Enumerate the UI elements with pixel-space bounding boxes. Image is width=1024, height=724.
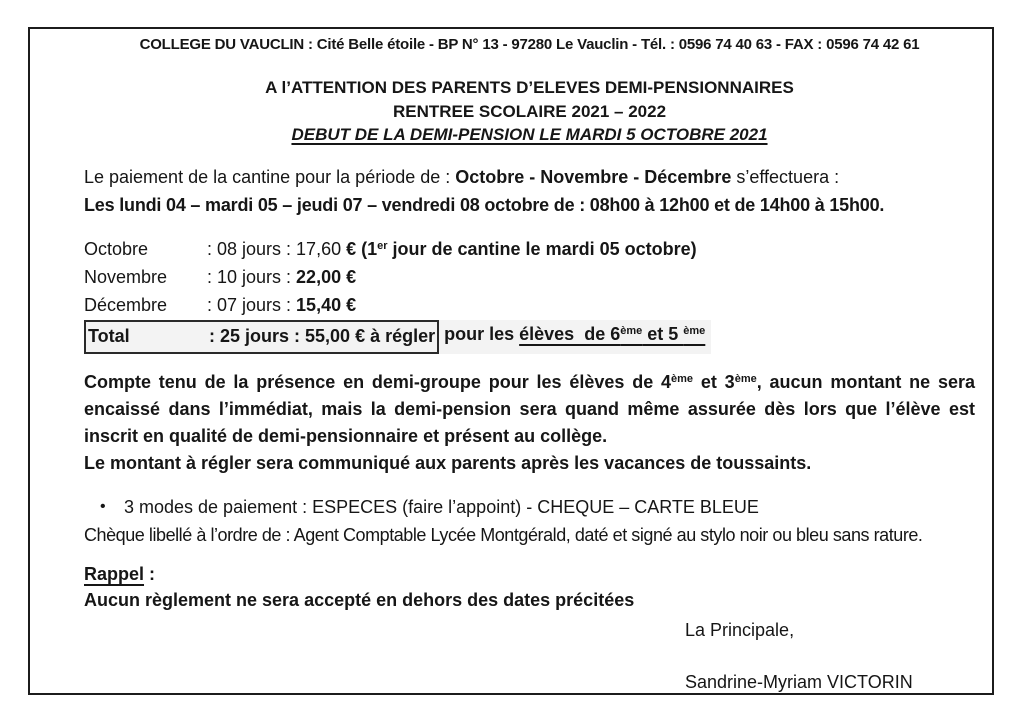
intro-period-line: [84, 163, 975, 191]
document-sheet: [28, 27, 994, 695]
bullet-icon: •: [100, 497, 106, 515]
intro-block: [84, 163, 975, 219]
paragraph-part: Compte tenu de la présence en demi-groupe pour les élèves de 4: [84, 371, 672, 392]
signature-block: [685, 617, 975, 695]
payment-modes-block: [84, 493, 975, 549]
audience-sup1: ème: [620, 324, 643, 337]
row-note-sup: er: [377, 239, 388, 252]
row-details-text: : 10 jours :: [207, 266, 297, 287]
schedule-row-novembre: [84, 263, 975, 291]
intro-period-months: Octobre - Novembre - Décembre: [455, 166, 732, 187]
payment-modes-text: 3 modes de paiement : ESPECES (faire l’appoint) - CHEQUE – CARTE BLEUE: [124, 496, 759, 517]
title-attention: A l’ATTENTION DES PARENTS D’ELEVES DEMI-PENSIONNAIRES: [265, 78, 794, 97]
title-block: [84, 76, 975, 147]
demi-groupe-paragraph: [84, 369, 981, 450]
signature-name: Sandrine-Myriam VICTORIN: [685, 671, 913, 692]
payment-days-line: Les lundi 04 – mardi 05 – jeudi 07 – vendredi 08 octobre de : 08h00 à 12h00 et de 14h00 à 15h00.: [84, 194, 885, 215]
rappel-text: Aucun règlement ne sera accepté en dehors des dates précitées: [84, 589, 635, 610]
schedule-table: [84, 235, 975, 354]
schedule-row-octobre: [84, 235, 975, 263]
month-label: Novembre: [84, 266, 168, 287]
audience-part1: élèves de 6: [519, 323, 621, 344]
total-row: [84, 320, 975, 354]
paragraph-part: , aucun montant ne sera encaissé dans l’immédiat, mais la demi-pension sera quand même assurée dès lors que l’élève est inscrit en qualité de demi-pensionnaire et présent au collège.: [84, 371, 981, 446]
paragraph-part: et 3: [693, 371, 735, 392]
schedule-row-decembre: [84, 291, 975, 319]
rappel-colon: :: [144, 563, 156, 584]
grade-sup-4eme: ème: [671, 372, 694, 385]
row-details: [207, 263, 356, 291]
title-school-year: RENTREE SCOLAIRE 2021 – 2022: [392, 101, 667, 121]
row-details: [207, 291, 356, 319]
intro-period-prefix: Le paiement de la cantine pour la période de :: [84, 166, 456, 187]
payment-modes-bullet: [84, 493, 975, 521]
montant-communique-line: Le montant à régler sera communiqué aux parents après les vacances de toussaints.: [84, 452, 812, 473]
school-header-line: COLLEGE DU VAUCLIN : Cité Belle étoile - BP N° 13 - 97280 Le Vauclin - Tél. : 0596 74 40 63 - FAX : 0596 74 42 61: [139, 36, 920, 53]
intro-period-suffix: s’effectuera :: [731, 166, 840, 187]
grade-sup-3eme: ème: [734, 372, 757, 385]
month-label: Décembre: [84, 294, 168, 315]
cheque-instructions: Chèque libellé à l’ordre de : Agent Comptable Lycée Montgérald, daté et signé au stylo noir ou bleu sans rature.: [84, 524, 923, 545]
row-amount: 15,40 €: [296, 294, 357, 315]
rappel-label: Rappel: [84, 563, 145, 584]
rappel-block: [84, 561, 975, 613]
audience-prefix: pour les: [444, 323, 520, 344]
total-box: [84, 320, 439, 354]
audience-sup2: ème: [683, 324, 706, 337]
row-details: [207, 235, 697, 263]
total-label: Total: [88, 325, 130, 346]
total-value: : 25 jours : 55,00 € à régler: [209, 325, 436, 346]
audience-underlined: [519, 324, 705, 344]
row-details-text: : 07 jours :: [207, 294, 297, 315]
row-note-rest: jour de cantine le mardi 05 octobre): [387, 238, 697, 259]
audience-part2: et 5: [642, 323, 684, 344]
month-label: Octobre: [84, 238, 149, 259]
row-note-open: € (1: [346, 238, 378, 259]
row-amount: 22,00 €: [296, 266, 357, 287]
signature-role: La Principale,: [685, 619, 795, 640]
row-note: [346, 239, 697, 259]
title-start-date: DEBUT DE LA DEMI-PENSION LE MARDI 5 OCTOBRE 2021: [291, 125, 768, 144]
rappel-heading: [84, 561, 975, 587]
total-audience: [439, 320, 711, 354]
row-details-text: : 08 jours : 17,60: [207, 238, 347, 259]
